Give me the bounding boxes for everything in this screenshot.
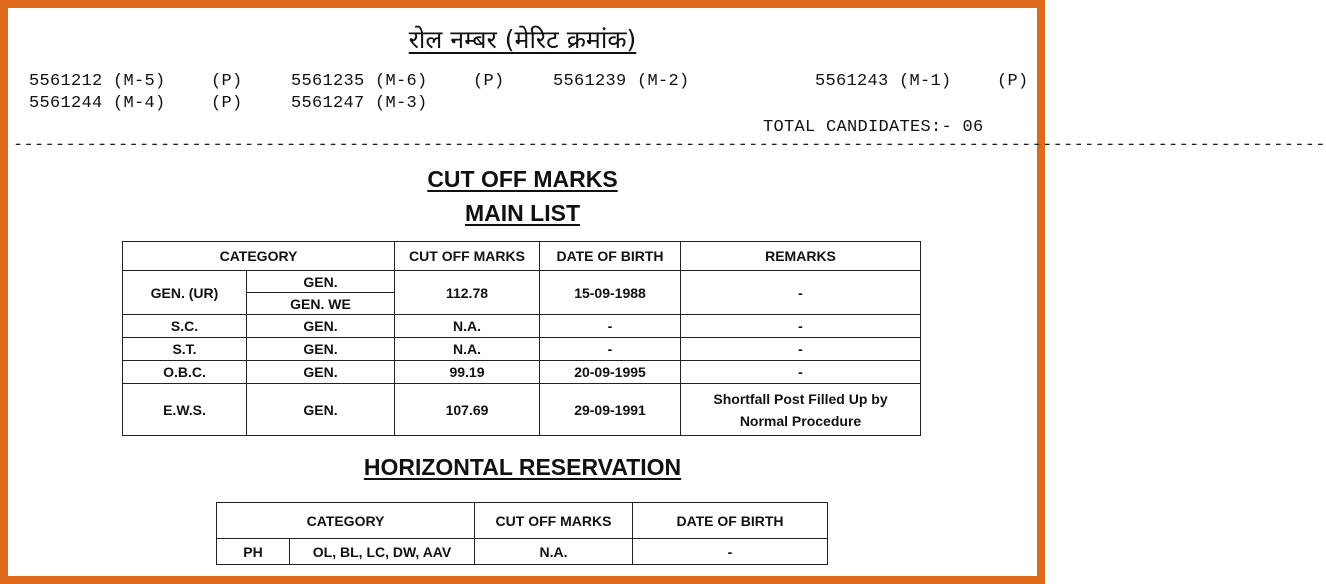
category-cell: GEN. (UR) — [123, 271, 247, 315]
total-candidates: TOTAL CANDIDATES:- 06 — [763, 118, 984, 137]
roll-mark: (P) — [997, 72, 1029, 91]
cutoff-cell: 99.19 — [395, 361, 540, 384]
remarks-cell: - — [681, 315, 921, 338]
category-cell: S.T. — [123, 338, 247, 361]
remarks-cell: - — [681, 271, 921, 315]
category-cell: E.W.S. — [123, 384, 247, 436]
dob-cell: - — [633, 539, 828, 565]
roll-entry: 5561244 (M-4) — [29, 94, 166, 113]
remarks-line: Normal Procedure — [739, 412, 862, 429]
category-cell: O.B.C. — [123, 361, 247, 384]
subcategory-cell: GEN. — [247, 338, 395, 361]
cutoff-cell: N.A. — [395, 315, 540, 338]
header-category: CATEGORY — [123, 242, 395, 271]
table-row — [123, 384, 921, 436]
remarks-line: Shortfall Post Filled Up by — [713, 390, 888, 407]
roll-row-1 — [0, 72, 1045, 94]
subcategory-cell: GEN. — [247, 361, 395, 384]
roll-entry: 5561235 (M-6) — [291, 72, 428, 91]
roll-number-heading-text: रोल नम्बर (मेरिट क्रमांक) — [408, 25, 637, 54]
table-row — [123, 315, 921, 338]
main-list-title — [0, 200, 1045, 227]
cutoff-cell: 107.69 — [395, 384, 540, 436]
table-row — [123, 361, 921, 384]
cutoff-cell: 112.78 — [395, 271, 540, 315]
subcategory-cell: OL, BL, LC, DW, AAV — [290, 539, 475, 565]
dob-cell: - — [540, 315, 681, 338]
remarks-cell: - — [681, 361, 921, 384]
cutoff-marks-title-text: CUT OFF MARKS — [427, 166, 618, 192]
cutoff-cell: N.A. — [395, 338, 540, 361]
header-dob: DATE OF BIRTH — [633, 503, 828, 539]
roll-entry: 5561247 (M-3) — [291, 94, 428, 113]
cutoff-marks-title — [0, 166, 1045, 193]
cutoff-cell: N.A. — [475, 539, 633, 565]
roll-mark: (P) — [473, 72, 505, 91]
table-header-row — [217, 503, 828, 539]
dob-cell: - — [540, 338, 681, 361]
horizontal-reservation-title-text: HORIZONTAL RESERVATION — [363, 454, 682, 480]
roll-row-2 — [0, 94, 1045, 116]
roll-entry: 5561243 (M-1) — [815, 72, 952, 91]
subcategory-cell: GEN. — [247, 315, 395, 338]
table-row — [123, 271, 921, 293]
dob-cell: 15-09-1988 — [540, 271, 681, 315]
category-cell: S.C. — [123, 315, 247, 338]
roll-mark: (P) — [211, 94, 243, 113]
table-row — [217, 539, 828, 565]
header-remarks: REMARKS — [681, 242, 921, 271]
main-list-title-text: MAIN LIST — [465, 200, 580, 226]
dashed-separator: ----------------------------------------------------------------------------------------------------------------------------- — [13, 136, 1326, 155]
remarks-cell — [681, 384, 921, 436]
dob-cell: 29-09-1991 — [540, 384, 681, 436]
main-list-table — [122, 241, 921, 436]
table-row — [123, 338, 921, 361]
roll-entry: 5561239 (M-2) — [553, 72, 690, 91]
subcategory-cell: GEN. — [247, 271, 395, 293]
roll-mark: (P) — [211, 72, 243, 91]
remarks-cell: - — [681, 338, 921, 361]
header-cutoff: CUT OFF MARKS — [475, 503, 633, 539]
header-cutoff: CUT OFF MARKS — [395, 242, 540, 271]
horizontal-reservation-title — [0, 454, 1045, 481]
horizontal-reservation-table — [216, 502, 828, 565]
roll-number-heading — [0, 22, 1045, 56]
subcategory-cell: GEN. WE — [247, 293, 395, 315]
table-header-row — [123, 242, 921, 271]
category-cell: PH — [217, 539, 290, 565]
header-category: CATEGORY — [217, 503, 475, 539]
subcategory-cell: GEN. — [247, 384, 395, 436]
header-dob: DATE OF BIRTH — [540, 242, 681, 271]
roll-entry: 5561212 (M-5) — [29, 72, 166, 91]
dob-cell: 20-09-1995 — [540, 361, 681, 384]
